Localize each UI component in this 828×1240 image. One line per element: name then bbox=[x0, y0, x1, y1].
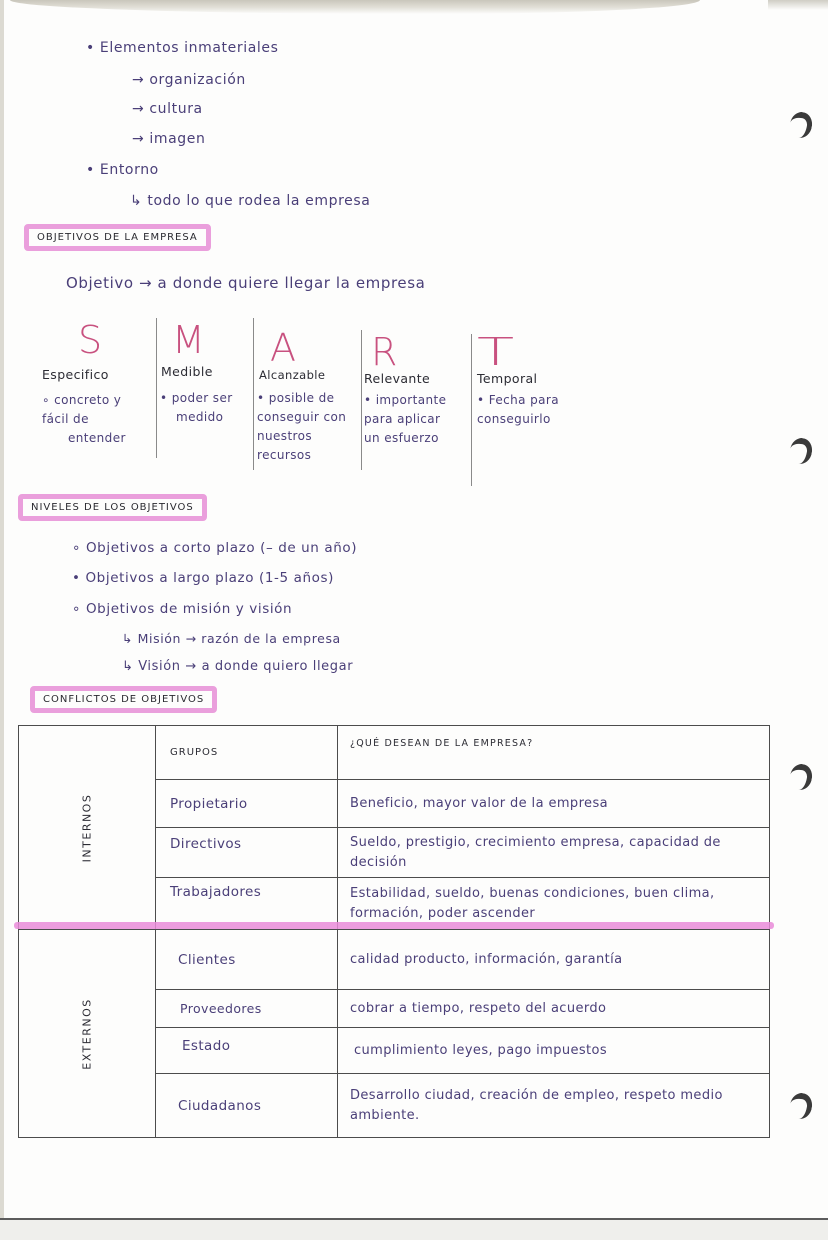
smart-desc-r: • importante para aplicar un esfuerzo bbox=[364, 393, 447, 445]
header-que-desean: ¿QUÉ DESEAN DE LA EMPRESA? bbox=[338, 726, 770, 780]
objetivo-definition: Objetivo → a donde quiere llegar la empresa bbox=[66, 274, 426, 292]
binder-hole-icon bbox=[788, 436, 814, 465]
page-bottom-edge bbox=[0, 1218, 828, 1240]
group-cell: Clientes bbox=[156, 930, 338, 990]
table-header-row bbox=[19, 726, 770, 780]
binder-hole-icon bbox=[788, 110, 814, 139]
smart-desc-a: • posible de conseguir con nuestros recursos bbox=[257, 391, 347, 462]
smart-letter-a: A bbox=[270, 326, 296, 370]
category-externos: EXTERNOS bbox=[19, 930, 156, 1138]
nivel-mision-vision: ∘ Objetivos de misión y visión bbox=[72, 601, 293, 617]
smart-divider bbox=[361, 330, 362, 470]
table-row bbox=[19, 930, 770, 990]
heading-conflictos-objetivos: CONFLICTOS DE OBJETIVOS bbox=[30, 686, 217, 713]
binder-hole-icon bbox=[788, 762, 814, 791]
smart-letter-s: S bbox=[78, 318, 103, 362]
wants-cell: Desarrollo ciudad, creación de empleo, respeto medio ambiente. bbox=[338, 1074, 770, 1138]
sub-item-cultura: → cultura bbox=[132, 101, 203, 117]
smart-desc-s: ∘ concreto y fácil de entender bbox=[42, 393, 126, 445]
smart-divider bbox=[253, 318, 254, 470]
group-cell: Directivos bbox=[156, 828, 338, 878]
group-cell: Trabajadores bbox=[156, 878, 338, 930]
smart-word-relevante: Relevante bbox=[364, 371, 431, 386]
group-cell: Ciudadanos bbox=[156, 1074, 338, 1138]
nivel-largo-plazo: • Objetivos a largo plazo (1-5 años) bbox=[72, 570, 334, 586]
smart-word-alcanzable: Alcanzable bbox=[259, 368, 326, 382]
group-cell: Estado bbox=[156, 1028, 338, 1074]
smart-word-medible: Medible bbox=[161, 364, 213, 379]
smart-desc-m: • poder ser medido bbox=[160, 391, 233, 424]
wants-cell: Estabilidad, sueldo, buenas condiciones, buen clima, formación, poder ascender bbox=[338, 878, 770, 930]
wants-cell: Beneficio, mayor valor de la empresa bbox=[338, 780, 770, 828]
bullet-entorno: • Entorno bbox=[86, 162, 159, 178]
group-cell: Proveedores bbox=[156, 990, 338, 1028]
smart-desc-t: • Fecha para conseguirlo bbox=[477, 393, 559, 426]
page-top-shadow-right bbox=[768, 0, 828, 10]
smart-letter-t: T bbox=[477, 330, 515, 374]
sub-item-imagen: → imagen bbox=[132, 131, 206, 147]
smart-divider bbox=[156, 318, 157, 458]
mision-definition: ↳ Misión → razón de la empresa bbox=[122, 631, 341, 646]
smart-letter-r: R bbox=[371, 330, 398, 374]
heading-niveles-objetivos: NIVELES DE LOS OBJETIVOS bbox=[18, 494, 207, 521]
header-grupos: GRUPOS bbox=[156, 726, 338, 780]
group-cell: Propietario bbox=[156, 780, 338, 828]
wants-cell: Sueldo, prestigio, crecimiento empresa, capacidad de decisión bbox=[338, 828, 770, 878]
page-corner-fold bbox=[0, 1198, 18, 1220]
page-top-shadow bbox=[10, 0, 700, 14]
smart-letter-m: M bbox=[172, 318, 205, 362]
bullet-elementos-inmateriales: • Elementos inmateriales bbox=[86, 40, 279, 56]
wants-cell: cobrar a tiempo, respeto del acuerdo bbox=[338, 990, 770, 1028]
nivel-corto-plazo: ∘ Objetivos a corto plazo (– de un año) bbox=[72, 540, 358, 556]
vision-definition: ↳ Visión → a donde quiero llegar bbox=[122, 659, 354, 674]
heading-objetivos-empresa: OBJETIVOS DE LA EMPRESA bbox=[24, 224, 211, 251]
smart-word-especifico: Especifico bbox=[42, 367, 109, 382]
entorno-definition: ↳ todo lo que rodea la empresa bbox=[130, 193, 371, 209]
conflictos-table bbox=[18, 725, 770, 1138]
wants-cell: cumplimiento leyes, pago impuestos bbox=[338, 1028, 770, 1074]
highlighter-separator bbox=[14, 922, 774, 929]
wants-cell: calidad producto, información, garantía bbox=[338, 930, 770, 990]
smart-divider bbox=[471, 334, 472, 486]
sub-item-organizacion: → organización bbox=[132, 72, 246, 88]
binder-hole-icon bbox=[788, 1091, 814, 1120]
page-left-edge bbox=[0, 0, 4, 1240]
category-internos: INTERNOS bbox=[19, 726, 156, 930]
smart-word-temporal: Temporal bbox=[477, 371, 538, 386]
